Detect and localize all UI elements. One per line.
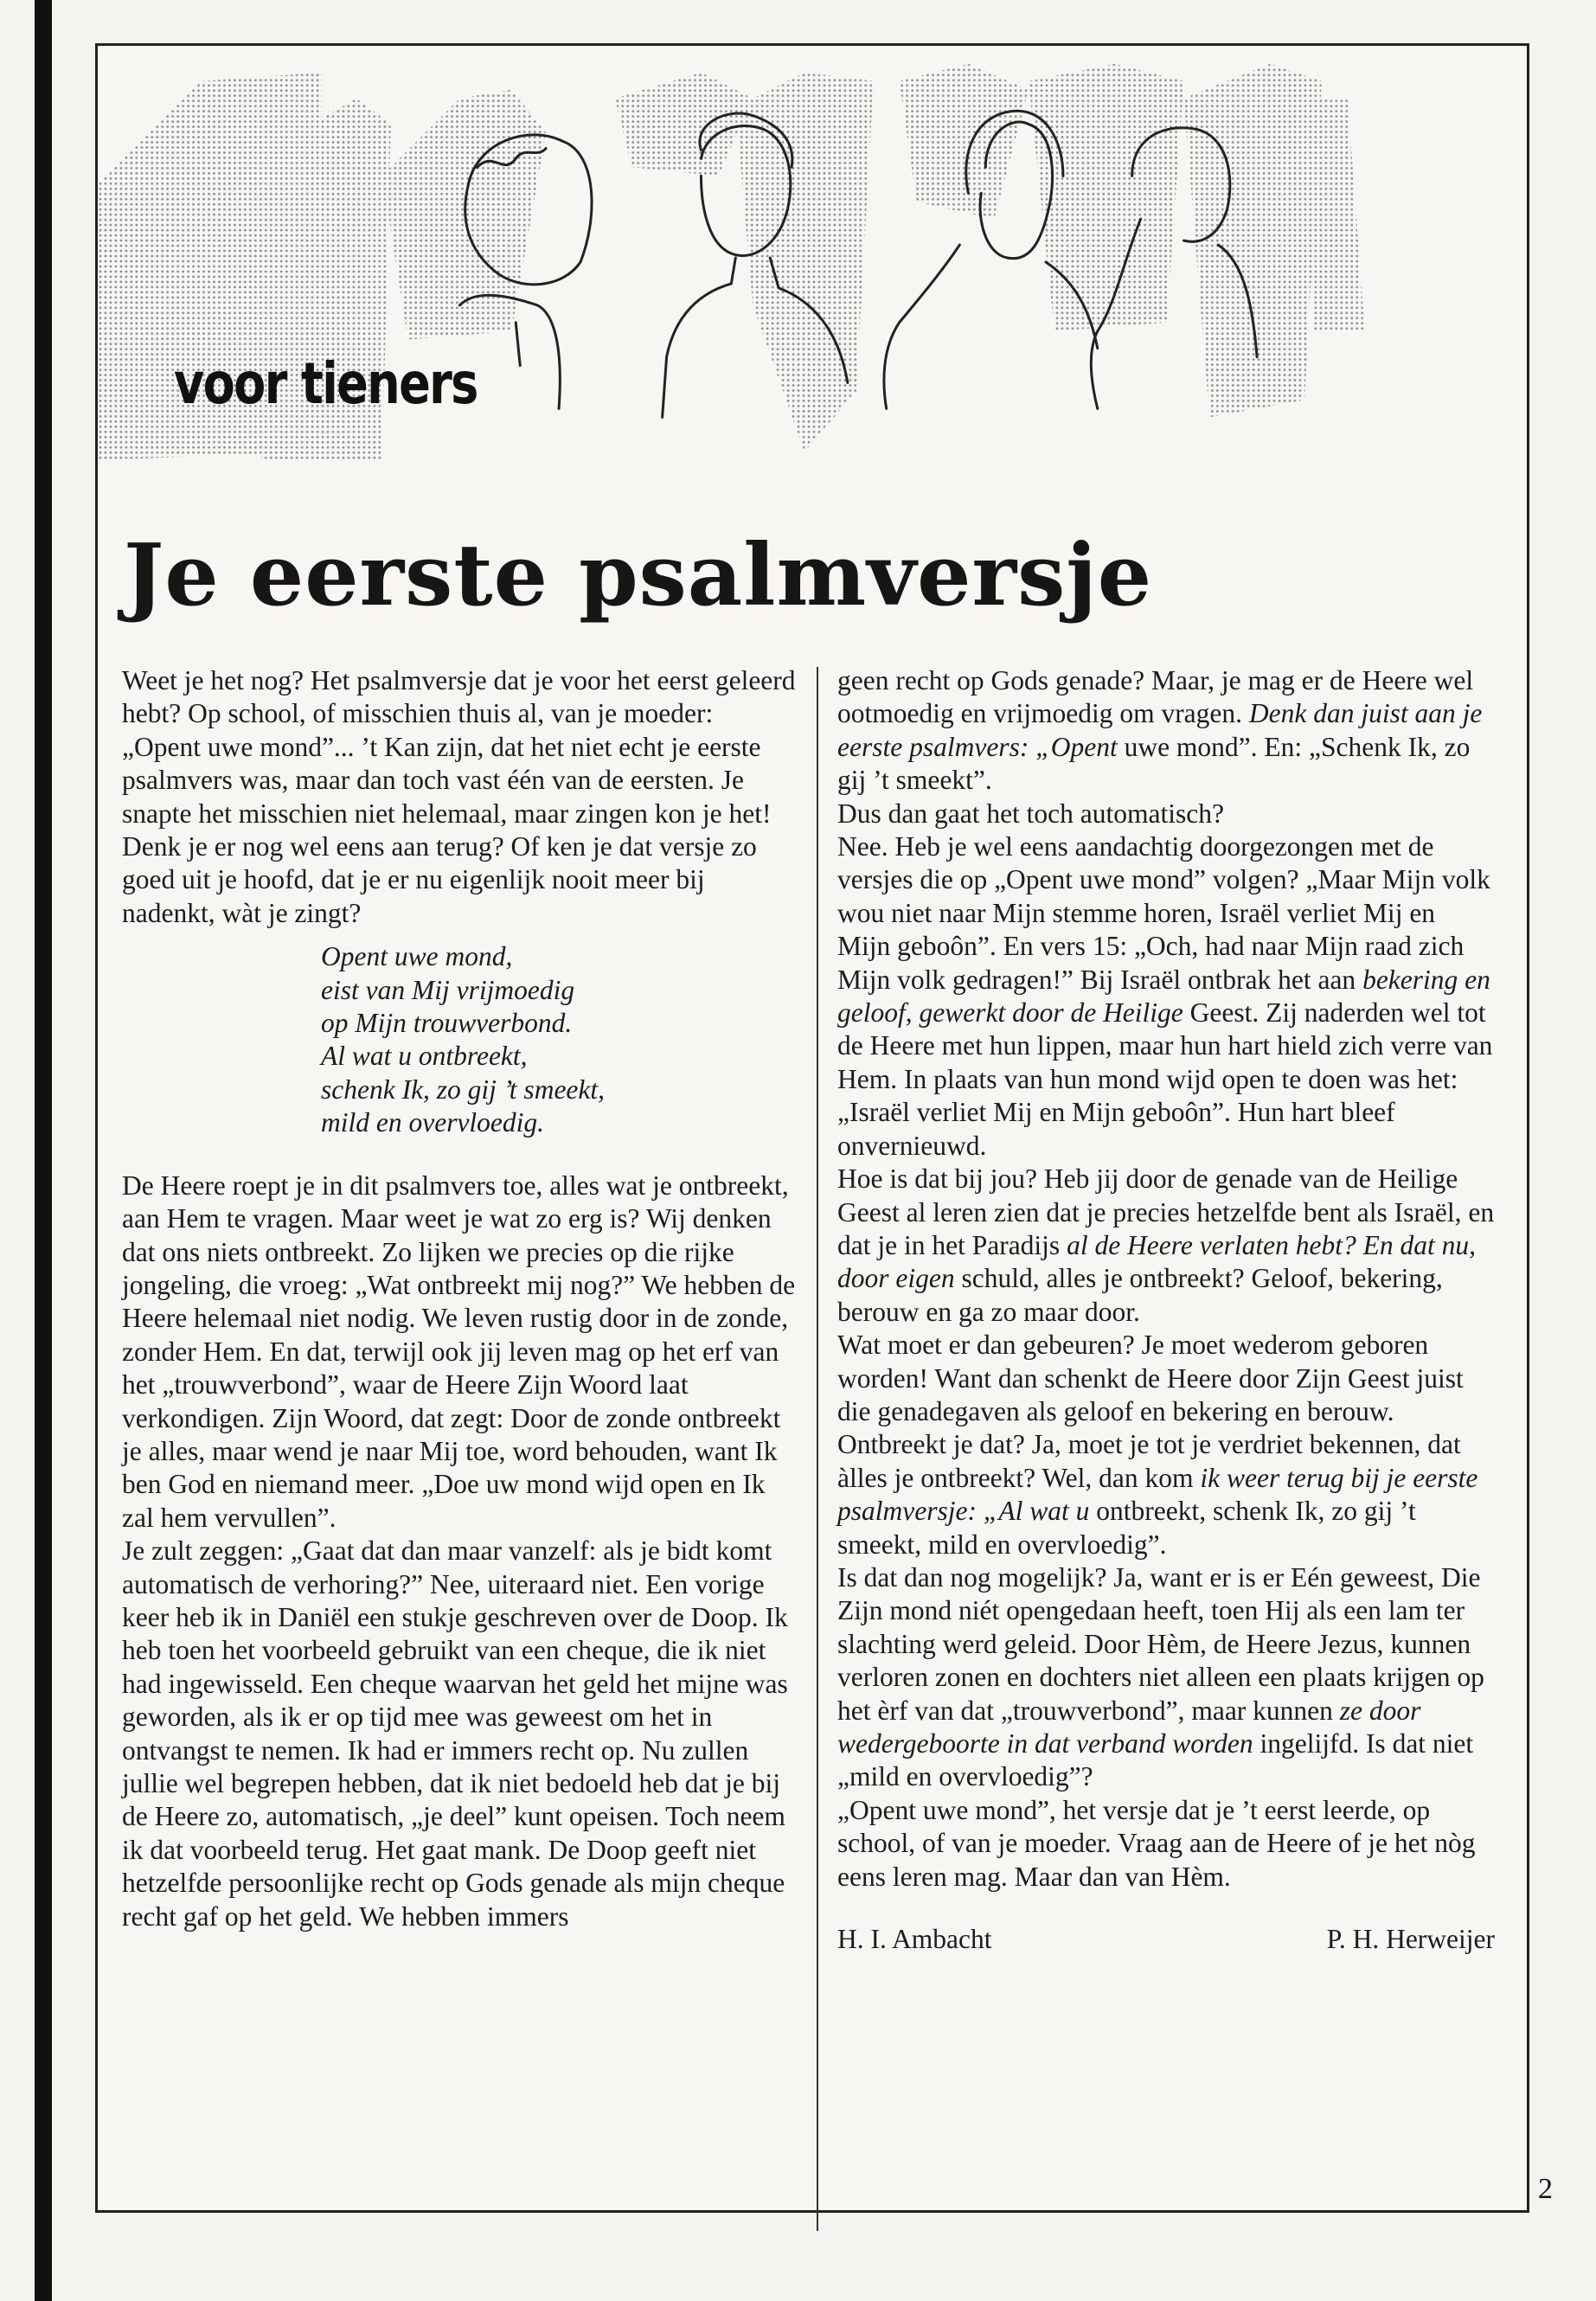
column-divider — [817, 667, 818, 2231]
poem-line: Al wat u ontbreekt, — [321, 1041, 528, 1072]
paragraph: Ontbreekt je dat? Ja, moet je tot je verdriet bekennen, dat àlles je ontbreekt? Wel, dan kom ik weer terug bij je eerste psalmversje: „Al wat u ontbreekt, schenk Ik, zo gij ’t smeekt, mild en overvloedig”. — [837, 1429, 1478, 1560]
poem-line: mild en overvloedig. — [321, 1107, 545, 1138]
poem-line: Opent uwe mond, — [321, 941, 513, 972]
poem-line: eist van Mij vrijmoedig — [321, 974, 575, 1005]
italic-text: ik weer terug bij je eerste psalmversje: „Al wat u — [837, 1462, 1478, 1527]
italic-text: ze door wedergeboorte in dat verband worden — [837, 1695, 1421, 1759]
paragraph: Je zult zeggen: „Gaat dat dan maar vanzelf: als je bidt komt automatisch de verhoring?” Nee, uiteraard niet. Een vorige keer heb ik in Daniël een stukje geschreven over de Doop. Ik heb toen het voorbeeld gebruikt van een cheque, die ik niet had ingewisseld. Een cheque waarvan het geld het mijne was geworden, als ik er op tijd mee was geweest om het in ontvangst te nemen. Ik had er immers recht op. Nu zullen jullie wel begrepen hebben, dat ik niet bedoeld heb dat je bij de Heere zo, automatisch, „je deel” kunt opeisen. Toch neem ik dat voorbeeld terug. Het gaat mank. De Doop geeft niet hetzelfde persoonlijke recht op Gods genade als mijn cheque recht gaf op het geld. We hebben immers — [122, 1535, 788, 1932]
italic-text: Denk dan juist aan je eerste psalmvers: „Opent — [837, 698, 1483, 762]
author-name: P. H. Herweijer — [1326, 1924, 1495, 1955]
paragraph: Hoe is dat bij jou? Heb jij door de genade van de Heilige Geest al leren zien dat je precies hetzelfde bent als Israël, en dat je in het Paradijs al de Heere verlaten hebt? En dat nu, door eigen schuld, alles je ontbreekt? Geloof, bekering, berouw en ga zo maar door. — [837, 1163, 1495, 1327]
italic-text: bekering en geloof, gewerkt door de Heilige — [837, 964, 1490, 1029]
paragraph: Is dat dan nog mogelijk? Ja, want er is er Eén geweest, Die Zijn mond niét opengedaan heeft, toen Hij als een lam ter slachting werd geleid. Door Hèm, de Heere Jezus, kunnen verloren zonen en dochters niet alleen een plaats krijgen op het èrf van dat „trouwverbond”, maar kunnen ze door wedergeboorte in dat verband worden ingelijfd. Is dat niet „mild en overvloedig”? — [837, 1561, 1484, 1792]
page-frame — [95, 43, 1529, 2213]
paragraph: De Heere roept je in dit psalmvers toe, alles wat je ontbreekt, aan Hem te vragen. Maar weet je wat zo erg is? Wij denken dat ons niets ontbreekt. Zo lijken we precies op die rijke jongeling, die vroeg: „Wat ontbreekt mij nog?” We hebben de Heere helemaal niet nodig. We leven rustig door in de zonde, zonder Hem. En dat, terwijl ook jij leven mag op het erf van het „trouwverbond”, waar de Heere Zijn Woord laat verkondigen. Zijn Woord, dat zegt: Door de zonde ontbreekt je alles, maar wend je naar Mij toe, word behouden, want Ik ben God en niemand meer. „Doe uw mond wijd open en Ik zal hem vervullen”. — [122, 1170, 796, 1533]
binding-edge — [35, 0, 52, 2301]
paragraph: Nee. Heb je wel eens aandachtig doorgezongen met de versjes die op „Opent uwe mond” volgen? „Maar Mijn volk wou niet naar Mijn stemme horen, Israël verliet Mij en Mijn geboôn”. En vers 15: „Och, had naar Mijn raad zich Mijn volk gedragen!” Bij Israël ontbrak het aan bekering en geloof, gewerkt door de Heilige Geest. Zij naderden wel tot de Heere met hun lippen, maar hun hart hield zich verre van Hem. In plaats van hun mond wijd open te doen was het: „Israël verliet Mij en Mijn geboôn”. Hun hart bleef onvernieuwd. — [837, 831, 1493, 1161]
page-number: 2 — [1538, 2173, 1553, 2205]
paragraph: „Opent uwe mond”, het versje dat je ’t eerst leerde, op school, of van je moeder. Vraag aan de Heere of je het nòg eens leren mag. Maar dan van Hèm. — [837, 1794, 1476, 1892]
left-column — [122, 664, 797, 1933]
signature-line — [837, 1923, 1495, 1956]
psalm-verse — [321, 940, 797, 1139]
poem-line: op Mijn trouwverbond. — [321, 1008, 573, 1039]
italic-text: al de Heere verlaten hebt? En dat nu, door eigen — [837, 1229, 1477, 1294]
paragraph: Wat moet er dan gebeuren? Je moet wederom geboren worden! Want dan schenkt de Heere door Zijn Geest juist die genadegaven als geloof en bekering en berouw. — [837, 1330, 1464, 1426]
paragraph: geen recht op Gods genade? Maar, je mag er de Heere wel ootmoedig en vrijmoedig om vragen. Denk dan juist aan je eerste psalmvers: „Opent uwe mond”. En: „Schenk Ik, zo gij ’t smeekt”. — [837, 665, 1483, 796]
article-title: Je eerste psalmversje — [124, 526, 1153, 625]
paragraph: Dus dan gaat het toch automatisch? — [837, 798, 1224, 829]
place-name: H. I. Ambacht — [837, 1924, 992, 1955]
section-label: voor tieners — [174, 350, 478, 417]
intro-paragraph: Weet je het nog? Het psalmversje dat je voor het eerst geleerd hebt? Op school, of misschien thuis al, van je moeder: „Opent uwe mond”... ’t Kan zijn, dat het niet echt je eerste psalmvers was, maar dan toch vast één van de eersten. Je snapte het misschien niet helemaal, maar zingen kon je het! Denk je er nog wel eens aan terug? Of ken je dat versje zo goed uit je hoofd, dat je er nu eigenlijk nooit meer bij nadenkt, wàt je zingt? — [122, 665, 796, 928]
poem-line: schenk Ik, zo gij ’t smeekt, — [321, 1074, 606, 1105]
right-column — [837, 664, 1495, 1956]
